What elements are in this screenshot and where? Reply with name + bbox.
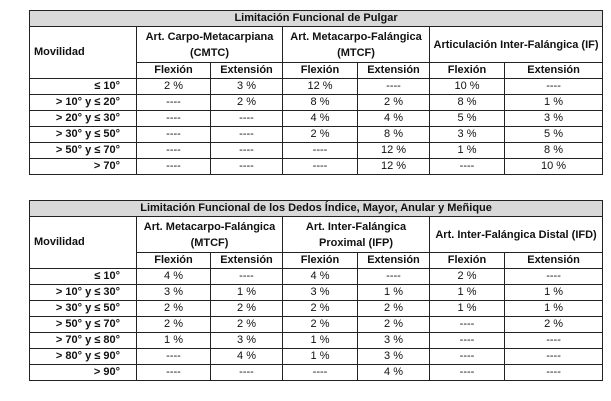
table-cell: 1 % — [430, 285, 505, 301]
table-cell: 2 % — [283, 301, 358, 317]
column-subheader: Flexión — [283, 253, 358, 269]
row-label: > 50° y ≤ 70° — [30, 143, 137, 159]
fingers-limitation-table — [29, 200, 603, 381]
table-cell: ---- — [505, 349, 603, 365]
table-cell: ---- — [137, 95, 211, 111]
group-header: Art. Inter-Falángica Proximal (IFP) — [283, 217, 430, 253]
table-cell: 2 % — [358, 301, 430, 317]
table-cell: 3 % — [283, 285, 358, 301]
table-cell: 3 % — [211, 79, 283, 95]
table-cell: 1 % — [505, 285, 603, 301]
table-cell: 3 % — [358, 349, 430, 365]
column-subheader: Flexión — [430, 253, 505, 269]
table-cell: 1 % — [137, 333, 211, 349]
table-cell: ---- — [505, 269, 603, 285]
row-label: > 50° y ≤ 70° — [30, 317, 137, 333]
table-cell: 5 % — [505, 127, 603, 143]
table-cell: ---- — [505, 365, 603, 381]
movilidad-header: Movilidad — [30, 27, 137, 79]
table-cell: 12 % — [358, 159, 430, 175]
table-row — [30, 159, 603, 175]
table-cell: 2 % — [137, 301, 211, 317]
table-row — [30, 79, 603, 95]
table-cell: 2 % — [283, 127, 358, 143]
table-cell: ---- — [430, 317, 505, 333]
table-cell: ---- — [430, 365, 505, 381]
table-cell: ---- — [211, 127, 283, 143]
table-cell: 4 % — [358, 111, 430, 127]
table-cell: ---- — [430, 333, 505, 349]
table-cell: 1 % — [358, 285, 430, 301]
table-cell: ---- — [211, 143, 283, 159]
column-subheader: Extensión — [505, 63, 603, 79]
table-cell: ---- — [283, 143, 358, 159]
column-subheader: Flexión — [137, 253, 211, 269]
group-header: Art. Metacarpo-Falángica (MTCF) — [283, 27, 430, 63]
table-row — [30, 349, 603, 365]
column-subheader: Flexión — [283, 63, 358, 79]
table-cell: 12 % — [283, 79, 358, 95]
table-cell: 1 % — [283, 333, 358, 349]
table-cell: 3 % — [211, 333, 283, 349]
row-label: > 20° y ≤ 30° — [30, 111, 137, 127]
table-cell: 8 % — [430, 95, 505, 111]
table-cell: 5 % — [430, 111, 505, 127]
table-cell: 1 % — [283, 349, 358, 365]
row-label: > 10° y ≤ 30° — [30, 285, 137, 301]
table-body — [30, 79, 603, 175]
table-cell: ---- — [358, 79, 430, 95]
table-cell: ---- — [211, 111, 283, 127]
column-subheader: Flexión — [430, 63, 505, 79]
table-cell: 3 % — [505, 111, 603, 127]
table-cell: 4 % — [283, 111, 358, 127]
table-cell: 4 % — [358, 365, 430, 381]
column-subheader: Extensión — [211, 253, 283, 269]
table-cell: ---- — [137, 143, 211, 159]
table-cell: 2 % — [211, 95, 283, 111]
table-row — [30, 317, 603, 333]
table-cell: 10 % — [505, 159, 603, 175]
table-cell: 3 % — [137, 285, 211, 301]
table-cell: 1 % — [430, 301, 505, 317]
row-label: ≤ 10° — [30, 79, 137, 95]
column-subheader: Extensión — [211, 63, 283, 79]
table-cell: 1 % — [505, 95, 603, 111]
table-cell: 2 % — [211, 301, 283, 317]
table-cell: ---- — [137, 159, 211, 175]
movilidad-header: Movilidad — [30, 217, 137, 269]
table-cell: ---- — [283, 159, 358, 175]
table-cell: 1 % — [505, 301, 603, 317]
column-subheader: Extensión — [358, 253, 430, 269]
table-cell: 8 % — [505, 143, 603, 159]
table-cell: 12 % — [358, 143, 430, 159]
table-cell: ---- — [211, 159, 283, 175]
table-cell: 4 % — [283, 269, 358, 285]
table-row — [30, 111, 603, 127]
row-label: > 70° y ≤ 80° — [30, 333, 137, 349]
row-label: > 80° y ≤ 90° — [30, 349, 137, 365]
table-cell: 10 % — [430, 79, 505, 95]
group-header: Articulación Inter-Falángica (IF) — [430, 27, 603, 63]
column-subheader: Extensión — [358, 63, 430, 79]
table-row — [30, 333, 603, 349]
table-cell: 4 % — [211, 349, 283, 365]
row-label: > 30° y ≤ 50° — [30, 127, 137, 143]
table-cell: ---- — [137, 127, 211, 143]
column-subheader: Flexión — [137, 63, 211, 79]
table-cell: ---- — [358, 269, 430, 285]
table-cell: 3 % — [358, 333, 430, 349]
table-cell: 8 % — [283, 95, 358, 111]
table-cell: ---- — [505, 79, 603, 95]
table-cell: 2 % — [358, 95, 430, 111]
table-cell: 8 % — [358, 127, 430, 143]
thumb-limitation-table — [29, 10, 603, 175]
table-row — [30, 301, 603, 317]
column-subheader: Extensión — [505, 253, 603, 269]
table-cell: ---- — [430, 159, 505, 175]
table-cell: 2 % — [137, 317, 211, 333]
table-cell: ---- — [505, 333, 603, 349]
table-cell: 2 % — [505, 317, 603, 333]
table-cell: ---- — [430, 349, 505, 365]
table-row — [30, 127, 603, 143]
table-cell: ---- — [211, 365, 283, 381]
table-body — [30, 269, 603, 381]
table-cell: 1 % — [211, 285, 283, 301]
table-cell: 3 % — [430, 127, 505, 143]
table-row — [30, 365, 603, 381]
row-label: > 10° y ≤ 20° — [30, 95, 137, 111]
table-cell: 2 % — [358, 317, 430, 333]
table-cell: 2 % — [283, 317, 358, 333]
group-header: Art. Carpo-Metacarpiana (CMTC) — [137, 27, 283, 63]
table-cell: 2 % — [137, 79, 211, 95]
table-cell: 2 % — [211, 317, 283, 333]
table-row — [30, 285, 603, 301]
table-row — [30, 95, 603, 111]
table-cell: ---- — [283, 365, 358, 381]
row-label: ≤ 10° — [30, 269, 137, 285]
table-title: Limitación Funcional de los Dedos Índice, Mayor, Anular y Meñique — [30, 201, 603, 217]
group-header: Art. Inter-Falángica Distal (IFD) — [430, 217, 603, 253]
table-cell: ---- — [137, 365, 211, 381]
table-row — [30, 143, 603, 159]
group-header: Art. Metacarpo-Falángica (MTCF) — [137, 217, 283, 253]
table-cell: ---- — [137, 349, 211, 365]
row-label: > 70° — [30, 159, 137, 175]
table-cell: ---- — [137, 111, 211, 127]
table-cell: ---- — [211, 269, 283, 285]
row-label: > 30° y ≤ 50° — [30, 301, 137, 317]
row-label: > 90° — [30, 365, 137, 381]
table-cell: 4 % — [137, 269, 211, 285]
table-row — [30, 269, 603, 285]
table-cell: 2 % — [430, 269, 505, 285]
table-title: Limitación Funcional de Pulgar — [30, 11, 603, 27]
table-cell: 1 % — [430, 143, 505, 159]
